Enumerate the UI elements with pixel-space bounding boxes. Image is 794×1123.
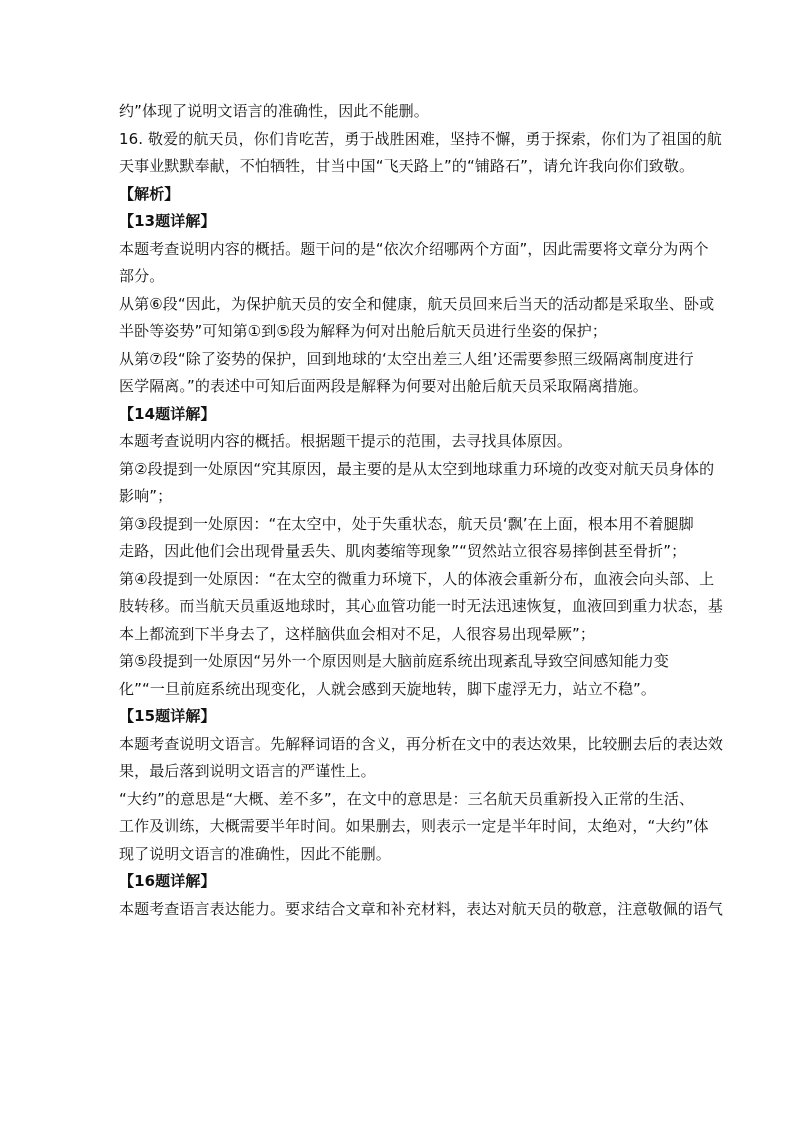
analysis-heading: 【解析】 <box>119 184 180 203</box>
document-page <box>119 98 724 923</box>
text-line: 从第⑥段“因此，为保护航天员的安全和健康，航天员回来后当天的活动都是采取坐、卧或 <box>119 294 715 313</box>
text-line: “大约”的意思是“大概、差不多”，在文中的意思是：三名航天员重新投入正常的生活、 <box>119 789 695 808</box>
text-line: 肢转移。而当航天员重返地球时，其心血管功能一时无法迅速恢复，血液回到重力状态，基 <box>119 597 724 615</box>
text-line: 化”“一旦前庭系统出现变化，人就会感到天旋地转，脚下虚浮无力，站立不稳”。 <box>119 679 657 698</box>
text-line: 果，最后落到说明文语言的严谨性上。 <box>119 762 376 780</box>
text-line: 第④段提到一处原因：“在太空的微重力环境下，人的体液会重新分布，血液会向头部、上 <box>119 569 715 588</box>
text-line: 第②段提到一处原因“究其原因，最主要的是从太空到地球重力环境的改变对航天员身体的 <box>119 459 715 478</box>
text-line: 现了说明文语言的准确性，因此不能删。 <box>119 844 391 863</box>
q15-heading: 【15题详解】 <box>119 707 216 725</box>
text-line: 本上都流到下半身去了，这样脑供血会相对不足，人很容易出现晕厥”； <box>119 624 595 643</box>
q16-heading: 【16题详解】 <box>119 872 216 890</box>
text-line: 半卧等姿势”可知第①到⑤段为解释为何对出舱后航天员进行坐姿的保护； <box>119 322 607 340</box>
text-line: 部分。 <box>119 267 165 285</box>
text-line: 影响”； <box>119 487 173 505</box>
text-line: 从第⑦段“除了姿势的保护，回到地球的‘太空出差三人组’还需要参照三级隔离制度进行 <box>119 349 694 368</box>
text-line: 本题考查说明内容的概括。根据题干提示的范围，去寻找具体原因。 <box>119 432 573 450</box>
answer-16-line: 16. 敬爱的航天员，你们肯吃苦，勇于战胜困难，坚持不懈，勇于探索，你们为了祖国的航 <box>119 129 722 148</box>
answer-16-line: 天事业默默奉献，不怕牺牲，甘当中国“飞天路上”的“铺路石”，请允许我向你们致敬。 <box>119 157 695 175</box>
text-line: 第③段提到一处原因：“在太空中，处于失重状态，航天员‘飘’在上面，根本用不着腿脚 <box>119 514 694 533</box>
text-line: 本题考查说明内容的概括。题干问的是“依次介绍哪两个方面”，因此需要将文章分为两个 <box>119 239 709 258</box>
text-line: 第⑤段提到一处原因“另外一个原因则是大脑前庭系统出现紊乱导致空间感知能力变 <box>119 652 669 670</box>
text-line: 走路，因此他们会出现骨量丢失、肌肉萎缩等现象”“贸然站立很容易摔倒甚至骨折”； <box>119 542 687 560</box>
text-line: 本题考查语言表达能力。要求结合文章和补充材料，表达对航天员的敬意，注意敬佩的语气 <box>119 899 724 918</box>
text-line: 工作及训练，大概需要半年时间。如果删去，则表示一定是半年时间，太绝对，“大约”体 <box>119 817 709 835</box>
q14-heading: 【14题详解】 <box>119 404 216 423</box>
q13-heading: 【13题详解】 <box>119 212 216 230</box>
text-line: 医学隔离。”的表述中可知后面两段是解释为何要对出舱后航天员采取隔离措施。 <box>119 377 648 395</box>
text-line: 约”体现了说明文语言的准确性，因此不能删。 <box>119 102 429 120</box>
text-line: 本题考查说明文语言。先解释词语的含义，再分析在文中的表达效果，比较删去后的表达效 <box>119 734 724 753</box>
